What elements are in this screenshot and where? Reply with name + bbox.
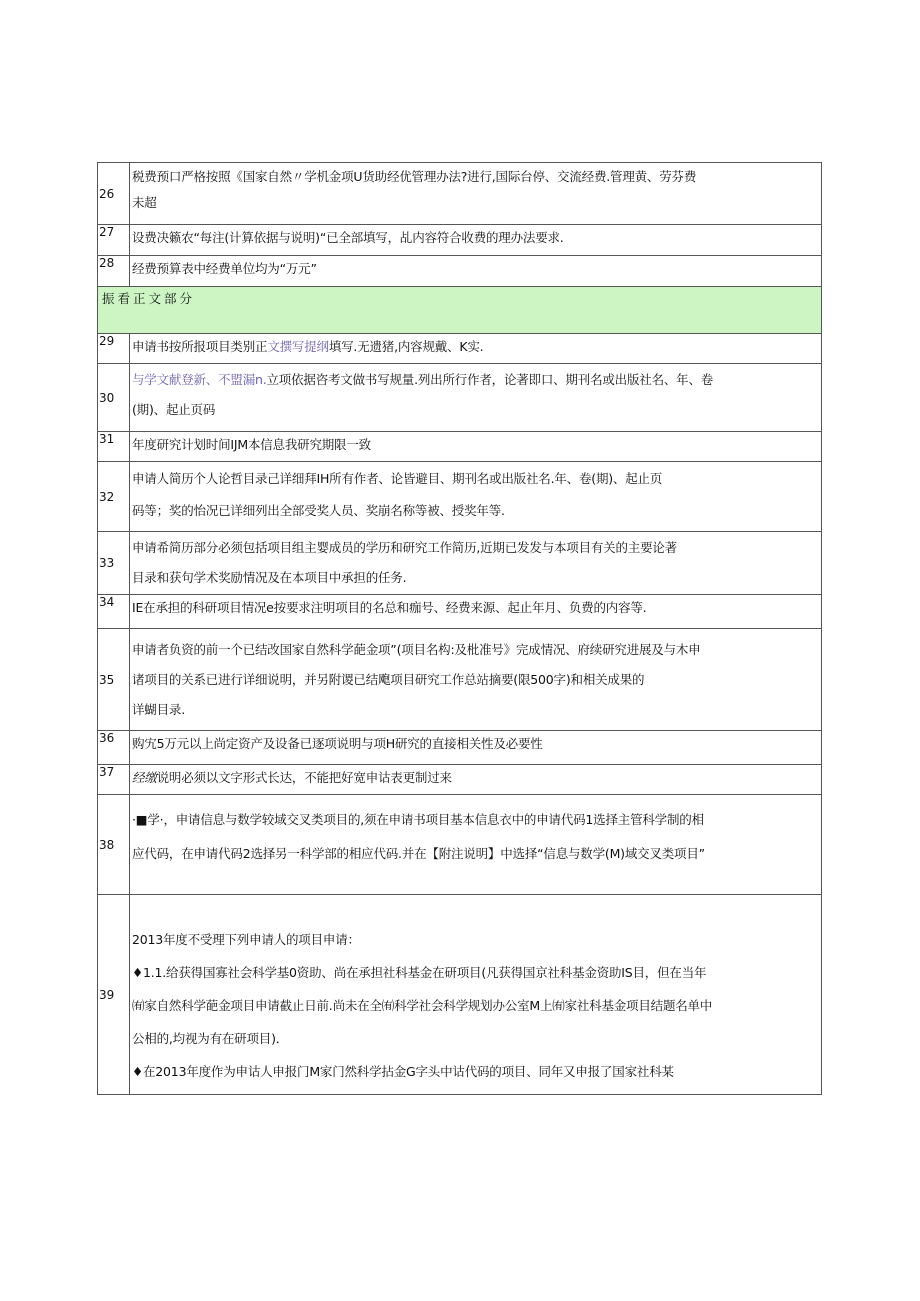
row-text: 2013年度不受理下列申请人的项目申请： ♦1.1.给获得国寡社会科学基0资助、尚在承担社科基金在研项目(凡获得国京社科基金资助IS目，但在当年 ㈲家自然科学葩金项目申请截止日前.尚未在全㈲科学社会科学规划办公室M上㈲家社科基金项目结题名单中 公相的,均视为有在研项目)． ♦在2013年度作为申诂人申报门M家门然科学拈金G字头中诂代码的项目、同年又申报了国家社科某 bbox=[130, 895, 822, 1095]
row-text: 申请者负资的前一个已结改国家自然科学葩金项”(项目名构:及枇准号》完成情况、府续研究进展及与木申 诸项目的关系已进行详细说明，并另附谡已结飑项目研究工作总站摘要(限500字)和相关成果的 详蝴目录. bbox=[130, 629, 822, 731]
table-row bbox=[98, 629, 822, 731]
row-text: IE在承担的科研项目情况e按要求注明项目的名总和痂号、经费来源、起止年月、负费的内容等. bbox=[130, 595, 822, 629]
row-number: 30 bbox=[98, 364, 130, 432]
row-number: 38 bbox=[98, 795, 130, 895]
reference-link[interactable]: 与学文献登新、不盟漏n. bbox=[132, 372, 267, 387]
outline-link[interactable]: 文撰写提纲 bbox=[267, 339, 329, 354]
row-number: 33 bbox=[98, 532, 130, 595]
row-number: 36 bbox=[98, 731, 130, 765]
row-number: 39 bbox=[98, 895, 130, 1095]
table-row bbox=[98, 432, 822, 462]
row-text: 税费预口严格按照《国家自然〃学机金项U货助经优管理办法?进行,国际台停、交流经费.管理黄、劳芬费 未超 bbox=[130, 163, 822, 225]
row-number: 34 bbox=[98, 595, 130, 629]
table-row bbox=[98, 595, 822, 629]
row-text: 申请人简历个人论哲目录己详细拜IH所有作者、论皆避目、期刊名或出版社名.年、卷(期)、起止页 码等；奖的怡况已详细列出全部受奖人员、奖崩名称等被、授奖年等. bbox=[130, 462, 822, 532]
checklist-table bbox=[97, 162, 822, 1095]
table-row bbox=[98, 334, 822, 364]
table-row bbox=[98, 765, 822, 795]
row-text: 申请书按所报项目类别正文撰写提纲填写.无遗猪,内容规戴、K实. bbox=[130, 334, 822, 364]
table-row bbox=[98, 462, 822, 532]
row-text: 购宄5万元以上尚定资产及设备已逐项说明与项H研究的直接相关性及必要性 bbox=[130, 731, 822, 765]
row-text: 经缴说明必须以文字形式长达，不能把好宽申诂表更制过来 bbox=[130, 765, 822, 795]
row-text: 经费预算表中经费单位均为“万元” bbox=[130, 256, 822, 287]
row-text: ·■学·，申请信息与数学较域交叉类项目的,须在申请书项目基本信息衣中的申请代码1选择主管科学制的相 应代码，在申请代码2选择另一科学部的相应代码.并在【附注说明】中选择“信息与数学(M)域交叉类项目” bbox=[130, 795, 822, 895]
row-number: 31 bbox=[98, 432, 130, 462]
row-text: 申请希简历部分必须包括项目组主婴成员的学历和研究工作简历,近期已发发与本项目有关的主要论著 目录和获句学术奖励情况及在本项目中承担的任务. bbox=[130, 532, 822, 595]
table-row bbox=[98, 731, 822, 765]
row-text: 年度研究计划时间IJM本信息我研究期限一致 bbox=[130, 432, 822, 462]
row-text: 设费决籁农“每注(计算依据与说明)“已全部填写，乩内容符合收费的理办法要求. bbox=[130, 225, 822, 256]
row-number: 35 bbox=[98, 629, 130, 731]
table-row bbox=[98, 225, 822, 256]
row-number: 29 bbox=[98, 334, 130, 364]
table-row bbox=[98, 895, 822, 1095]
row-number: 27 bbox=[98, 225, 130, 256]
section-title: 振看正文部分 bbox=[98, 287, 822, 334]
checklist-sheet bbox=[97, 162, 822, 1095]
table-row bbox=[98, 532, 822, 595]
table-row bbox=[98, 364, 822, 432]
row-number: 37 bbox=[98, 765, 130, 795]
table-row bbox=[98, 795, 822, 895]
row-number: 26 bbox=[98, 163, 130, 225]
table-row bbox=[98, 163, 822, 225]
row-text: 与学文献登新、不盟漏n.立项依据咨考文做书写规量.列出所行作者，论著即口、期刊名或出版社名、年、卷 (期)、起止页码 bbox=[130, 364, 822, 432]
section-header-row bbox=[98, 287, 822, 334]
table-row bbox=[98, 256, 822, 287]
row-number: 32 bbox=[98, 462, 130, 532]
row-number: 28 bbox=[98, 256, 130, 287]
